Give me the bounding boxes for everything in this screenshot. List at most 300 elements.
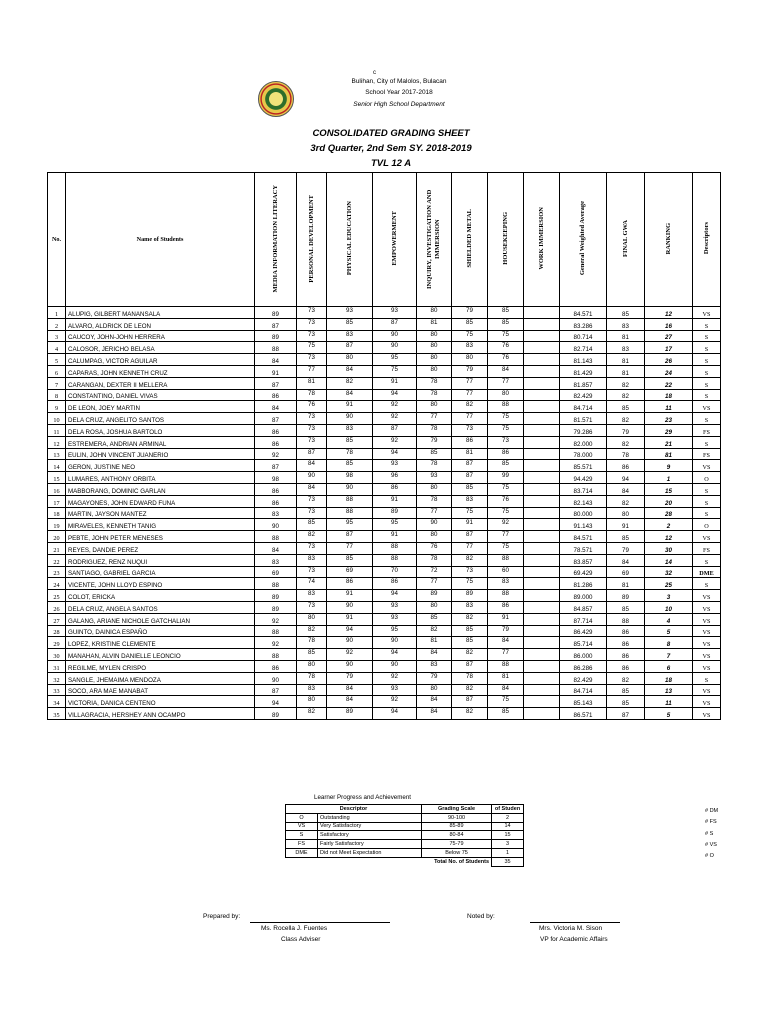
final-gwa: 86 (607, 649, 645, 661)
general-weighted-average: 81.571 (560, 413, 607, 425)
table-row (48, 554, 721, 566)
general-weighted-average: 89.000 (560, 590, 607, 602)
ranking: 10 (645, 601, 693, 613)
final-gwa: 86 (607, 460, 645, 472)
subject-grade (524, 377, 560, 389)
subject-grade: 80 (297, 696, 327, 708)
subject-grade: 88 (255, 531, 297, 543)
ranking: 12 (645, 531, 693, 543)
school-logo-icon (258, 81, 294, 117)
general-weighted-average: 91.143 (560, 519, 607, 531)
descriptor: FS (693, 542, 721, 554)
legend-label: Outstanding (318, 813, 422, 822)
subject-grade: 94 (327, 625, 373, 637)
subject-grade: 89 (417, 590, 452, 602)
final-gwa: 83 (607, 342, 645, 354)
subject-grade (524, 578, 560, 590)
subject-grade: 83 (297, 554, 327, 566)
grading-table (47, 172, 721, 720)
student-name: GALANG, ARIANE NICHOLE GATCHALIAN (66, 613, 255, 625)
subject-grade: 89 (255, 601, 297, 613)
final-gwa: 81 (607, 365, 645, 377)
row-number: 20 (48, 531, 66, 543)
side-note: # VS (705, 841, 717, 848)
row-number: 10 (48, 413, 66, 425)
subject-grade (524, 554, 560, 566)
ranking: 7 (645, 649, 693, 661)
table-row (48, 519, 721, 531)
ranking: 28 (645, 507, 693, 519)
subject-grade: 84 (297, 460, 327, 472)
table-row (48, 672, 721, 684)
subject-grade: 84 (297, 483, 327, 495)
subject-grade: 89 (373, 507, 417, 519)
ranking: 9 (645, 460, 693, 472)
general-weighted-average: 84.857 (560, 601, 607, 613)
subject-grade: 87 (255, 377, 297, 389)
table-row (48, 708, 721, 720)
legend-label: Satisfactory (318, 831, 422, 840)
row-number: 33 (48, 684, 66, 696)
subject-grade: 87 (452, 696, 488, 708)
table-row (48, 365, 721, 377)
row-number: 1 (48, 307, 66, 319)
subject-grade: 73 (297, 413, 327, 425)
subject-grade: 75 (488, 507, 524, 519)
subject-grade: 88 (327, 507, 373, 519)
subject-grade: 84 (488, 637, 524, 649)
subject-grade: 85 (488, 460, 524, 472)
subject-grade: 84 (255, 542, 297, 554)
general-weighted-average: 81.143 (560, 354, 607, 366)
subject-grade: 80 (488, 389, 524, 401)
subject-grade: 87 (452, 472, 488, 484)
subject-grade: 83 (255, 554, 297, 566)
subject-grade (524, 342, 560, 354)
subject-grade: 88 (488, 554, 524, 566)
subject-grade: 87 (297, 448, 327, 460)
student-name: CALUMPAG, VICTOR AGUILAR (66, 354, 255, 366)
row-number: 6 (48, 365, 66, 377)
subject-grade: 92 (373, 672, 417, 684)
row-number: 12 (48, 436, 66, 448)
subject-grade: 84 (327, 389, 373, 401)
subject-grade: 69 (327, 566, 373, 578)
legend-code: VS (286, 822, 318, 831)
subject-grade (524, 601, 560, 613)
legend-header-row (286, 805, 524, 814)
general-weighted-average: 80.000 (560, 507, 607, 519)
table-row (48, 531, 721, 543)
final-gwa: 91 (607, 519, 645, 531)
subject-grade: 75 (488, 483, 524, 495)
subject-grade: 90 (373, 342, 417, 354)
subject-grade: 80 (417, 684, 452, 696)
final-gwa: 82 (607, 436, 645, 448)
subject-grade: 90 (327, 601, 373, 613)
subject-grade: 92 (255, 613, 297, 625)
subject-grade: 73 (297, 424, 327, 436)
final-gwa: 85 (607, 601, 645, 613)
subject-grade: 78 (417, 424, 452, 436)
subject-grade: 93 (373, 684, 417, 696)
student-name: MABBORANG, DOMINIC GARLAN (66, 483, 255, 495)
general-weighted-average: 84.714 (560, 684, 607, 696)
subject-grade: 78 (297, 672, 327, 684)
row-number: 5 (48, 354, 66, 366)
row-number: 30 (48, 649, 66, 661)
student-name: EULIN, JOHN VINCENT JUANERIO (66, 448, 255, 460)
subject-grade: 73 (452, 424, 488, 436)
subject-grade: 77 (452, 413, 488, 425)
subject-grade (524, 566, 560, 578)
subject-grade: 94 (373, 708, 417, 720)
subject-label: HOUSEKEEPING (501, 212, 509, 265)
general-weighted-average: 86.286 (560, 660, 607, 672)
general-weighted-average: 69.429 (560, 566, 607, 578)
subject-grade: 86 (452, 436, 488, 448)
student-name: DE LEON, JOEY MARTIN (66, 401, 255, 413)
general-weighted-average: 85.714 (560, 637, 607, 649)
subject-grade: 91 (255, 365, 297, 377)
subject-grade: 91 (452, 519, 488, 531)
subject-grade: 94 (373, 649, 417, 661)
ranking: 4 (645, 613, 693, 625)
subject-grade: 86 (373, 483, 417, 495)
ranking: 11 (645, 696, 693, 708)
subject-grade: 77 (417, 507, 452, 519)
col-header-ranking (645, 173, 693, 307)
descriptor: VS (693, 401, 721, 413)
subject-grade: 92 (255, 448, 297, 460)
general-weighted-average: 86.571 (560, 708, 607, 720)
subject-grade: 77 (488, 377, 524, 389)
legend-code: S (286, 831, 318, 840)
final-gwa-label: FINAL GWA (621, 219, 629, 258)
table-header-row (48, 173, 721, 307)
subject-grade: 77 (452, 542, 488, 554)
subject-grade: 78 (417, 495, 452, 507)
subject-grade: 96 (373, 472, 417, 484)
subject-grade: 89 (255, 330, 297, 342)
subject-grade (524, 483, 560, 495)
subject-grade: 83 (297, 684, 327, 696)
col-header-subject (488, 173, 524, 307)
subject-grade: 79 (452, 365, 488, 377)
row-number: 19 (48, 519, 66, 531)
subject-grade: 73 (297, 354, 327, 366)
side-note: # O (705, 853, 714, 860)
subject-grade: 95 (327, 519, 373, 531)
general-weighted-average: 84.714 (560, 401, 607, 413)
general-weighted-average: 85.143 (560, 696, 607, 708)
general-weighted-average: 80.714 (560, 330, 607, 342)
student-name: MIRAVELES, KENNETH TANIG (66, 519, 255, 531)
subject-grade: 84 (255, 354, 297, 366)
ranking: 81 (645, 448, 693, 460)
student-name: CARANGAN, DEXTER II MELLERA (66, 377, 255, 389)
subject-grade: 83 (255, 507, 297, 519)
subject-grade (524, 330, 560, 342)
general-weighted-average: 82.000 (560, 436, 607, 448)
descriptor: VS (693, 696, 721, 708)
subject-label: SHIELDED METAL (465, 209, 473, 268)
general-weighted-average: 83.714 (560, 483, 607, 495)
ranking: 6 (645, 660, 693, 672)
row-number: 23 (48, 566, 66, 578)
descriptor: VS (693, 613, 721, 625)
ranking: 20 (645, 495, 693, 507)
descriptor: S (693, 672, 721, 684)
table-row (48, 637, 721, 649)
general-weighted-average: 86.429 (560, 625, 607, 637)
ranking: 30 (645, 542, 693, 554)
legend-scale: 75-79 (422, 840, 492, 849)
subject-grade: 78 (417, 460, 452, 472)
subject-grade: 78 (297, 637, 327, 649)
ranking: 32 (645, 566, 693, 578)
legend-title: Learner Progress and Achievement (314, 794, 411, 801)
subject-grade: 83 (488, 578, 524, 590)
student-name: ALUPIG, GILBERT MANANSALA (66, 307, 255, 319)
student-name: CONSTANTINO, DANIEL VIVAS (66, 389, 255, 401)
ranking: 11 (645, 401, 693, 413)
legend-scale: 80-84 (422, 831, 492, 840)
subject-grade: 91 (373, 495, 417, 507)
final-gwa: 82 (607, 413, 645, 425)
ranking: 21 (645, 436, 693, 448)
subject-grade: 90 (297, 472, 327, 484)
subject-label: PERSONAL DEVELOPMENT (307, 194, 315, 283)
row-number: 21 (48, 542, 66, 554)
subject-grade: 70 (373, 566, 417, 578)
row-number: 28 (48, 625, 66, 637)
subject-grade (524, 613, 560, 625)
general-weighted-average: 82.714 (560, 342, 607, 354)
subject-label: MEDIA INFORMATION LITERACY (271, 184, 279, 293)
ranking: 16 (645, 318, 693, 330)
table-row (48, 542, 721, 554)
subject-grade: 81 (417, 637, 452, 649)
subject-grade: 92 (373, 436, 417, 448)
student-name: DELA CRUZ, ANGELA SANTOS (66, 601, 255, 613)
descriptor: S (693, 578, 721, 590)
col-header-descriptor (693, 173, 721, 307)
final-gwa: 85 (607, 696, 645, 708)
subject-grade: 93 (327, 307, 373, 319)
descriptor: VS (693, 708, 721, 720)
subject-grade: 78 (417, 377, 452, 389)
subject-grade: 84 (327, 696, 373, 708)
legend-scale: Below 75 (422, 848, 492, 857)
row-number: 27 (48, 613, 66, 625)
subject-grade: 79 (452, 307, 488, 319)
subject-grade: 80 (417, 307, 452, 319)
subject-grade: 84 (488, 684, 524, 696)
col-header-subject (255, 173, 297, 307)
ranking: 2 (645, 519, 693, 531)
gwa-label: General Weighted Average (579, 201, 586, 276)
descriptor: S (693, 436, 721, 448)
subject-grade: 90 (327, 413, 373, 425)
descriptor: O (693, 472, 721, 484)
side-note: # S (705, 830, 714, 837)
legend-body (286, 813, 524, 857)
ranking: 12 (645, 307, 693, 319)
student-name: RODRIGUEZ, RENZ NUQUI (66, 554, 255, 566)
subject-grade: 76 (417, 542, 452, 554)
legend-label: Fairly Satisfactory (318, 840, 422, 849)
student-name: MANAHAN, ALVIN DANIELLE LEONCIO (66, 649, 255, 661)
subject-grade (524, 460, 560, 472)
subject-grade: 88 (327, 495, 373, 507)
subject-grade: 80 (452, 354, 488, 366)
subject-grade: 89 (255, 590, 297, 602)
subject-grade: 90 (417, 519, 452, 531)
subject-grade: 98 (255, 472, 297, 484)
subject-grade: 82 (417, 625, 452, 637)
subject-grade: 86 (255, 660, 297, 672)
ranking: 17 (645, 342, 693, 354)
subject-grade: 90 (327, 660, 373, 672)
row-number: 25 (48, 590, 66, 602)
subject-grade: 91 (373, 531, 417, 543)
descriptor: S (693, 507, 721, 519)
descriptor: FS (693, 448, 721, 460)
row-number: 16 (48, 483, 66, 495)
row-number: 9 (48, 401, 66, 413)
subject-grade: 82 (452, 613, 488, 625)
table-row (48, 483, 721, 495)
subject-grade: 94 (255, 696, 297, 708)
descriptor: S (693, 354, 721, 366)
subject-grade: 79 (417, 672, 452, 684)
general-weighted-average: 84.571 (560, 531, 607, 543)
ranking: 15 (645, 483, 693, 495)
table-row (48, 401, 721, 413)
subject-grade: 76 (297, 401, 327, 413)
subject-grade (524, 531, 560, 543)
student-name: SANGLE, JHEMAIMA MENDOZA (66, 672, 255, 684)
descriptor-label: Descriptors (702, 222, 710, 255)
subject-grade: 84 (255, 401, 297, 413)
subject-grade (524, 401, 560, 413)
row-number: 15 (48, 472, 66, 484)
descriptor: VS (693, 660, 721, 672)
subject-grade: 76 (488, 495, 524, 507)
legend-total-row (286, 857, 524, 866)
subject-grade: 77 (327, 542, 373, 554)
subject-grade (524, 625, 560, 637)
subject-grade: 83 (297, 590, 327, 602)
row-number: 24 (48, 578, 66, 590)
subject-grade: 79 (488, 625, 524, 637)
subject-grade (524, 649, 560, 661)
student-name: VICTORIA, DANICA CENTENO (66, 696, 255, 708)
table-row (48, 649, 721, 661)
descriptor: VS (693, 590, 721, 602)
general-weighted-average: 94.429 (560, 472, 607, 484)
subject-grade: 76 (488, 342, 524, 354)
subject-grade (524, 660, 560, 672)
final-gwa: 85 (607, 401, 645, 413)
subject-grade (524, 637, 560, 649)
student-name: CALOSOR, JERICHO BELASA (66, 342, 255, 354)
student-name: CAPARAS, JOHN KENNETH CRUZ (66, 365, 255, 377)
final-gwa: 82 (607, 495, 645, 507)
legend-count: 2 (492, 813, 524, 822)
subject-grade: 60 (488, 566, 524, 578)
subject-grade: 75 (452, 578, 488, 590)
subject-grade (524, 307, 560, 319)
table-row (48, 578, 721, 590)
subject-grade: 80 (417, 483, 452, 495)
table-row (48, 330, 721, 342)
subject-grade: 82 (452, 554, 488, 566)
subject-grade: 75 (488, 542, 524, 554)
subject-grade: 82 (452, 684, 488, 696)
legend-header-count: of Studen (492, 805, 524, 814)
student-name: REYES, DANDIE PEREZ (66, 542, 255, 554)
subject-grade: 92 (488, 519, 524, 531)
subject-grade: 91 (327, 401, 373, 413)
side-note: # DM (705, 808, 719, 814)
student-name: VICENTE, JOHN LLOYD ESPINO (66, 578, 255, 590)
total-label: Total No. of Students (434, 858, 490, 865)
subject-grade: 85 (297, 519, 327, 531)
subject-grade: 78 (297, 389, 327, 401)
final-gwa: 81 (607, 354, 645, 366)
final-gwa: 69 (607, 566, 645, 578)
subject-grade: 80 (417, 342, 452, 354)
subject-label: WORK IMMERSION (537, 207, 545, 270)
subject-grade: 73 (297, 566, 327, 578)
general-weighted-average: 81.429 (560, 365, 607, 377)
subject-grade: 89 (255, 307, 297, 319)
subject-grade: 77 (488, 531, 524, 543)
subject-grade: 95 (373, 625, 417, 637)
table-row (48, 566, 721, 578)
legend-scale: 85-89 (422, 822, 492, 831)
ranking: 18 (645, 389, 693, 401)
ranking: 26 (645, 354, 693, 366)
subject-grade (524, 672, 560, 684)
subject-grade: 89 (255, 708, 297, 720)
subject-grade: 91 (327, 590, 373, 602)
subject-grade (524, 542, 560, 554)
subject-label: PHYSICAL EDUCATION (345, 201, 353, 276)
descriptor: S (693, 495, 721, 507)
subject-grade: 85 (417, 448, 452, 460)
subject-grade: 82 (452, 401, 488, 413)
final-gwa: 82 (607, 672, 645, 684)
subject-grade: 90 (255, 672, 297, 684)
table-row (48, 318, 721, 330)
descriptor: VS (693, 601, 721, 613)
subject-grade: 73 (297, 436, 327, 448)
subject-grade: 84 (417, 649, 452, 661)
subject-grade: 91 (327, 613, 373, 625)
table-row (48, 507, 721, 519)
subject-grade: 75 (488, 696, 524, 708)
subject-grade: 90 (373, 660, 417, 672)
final-gwa: 84 (607, 483, 645, 495)
final-gwa: 94 (607, 472, 645, 484)
subject-grade: 85 (452, 625, 488, 637)
final-gwa: 85 (607, 531, 645, 543)
subject-grade (524, 684, 560, 696)
subject-grade: 73 (297, 307, 327, 319)
